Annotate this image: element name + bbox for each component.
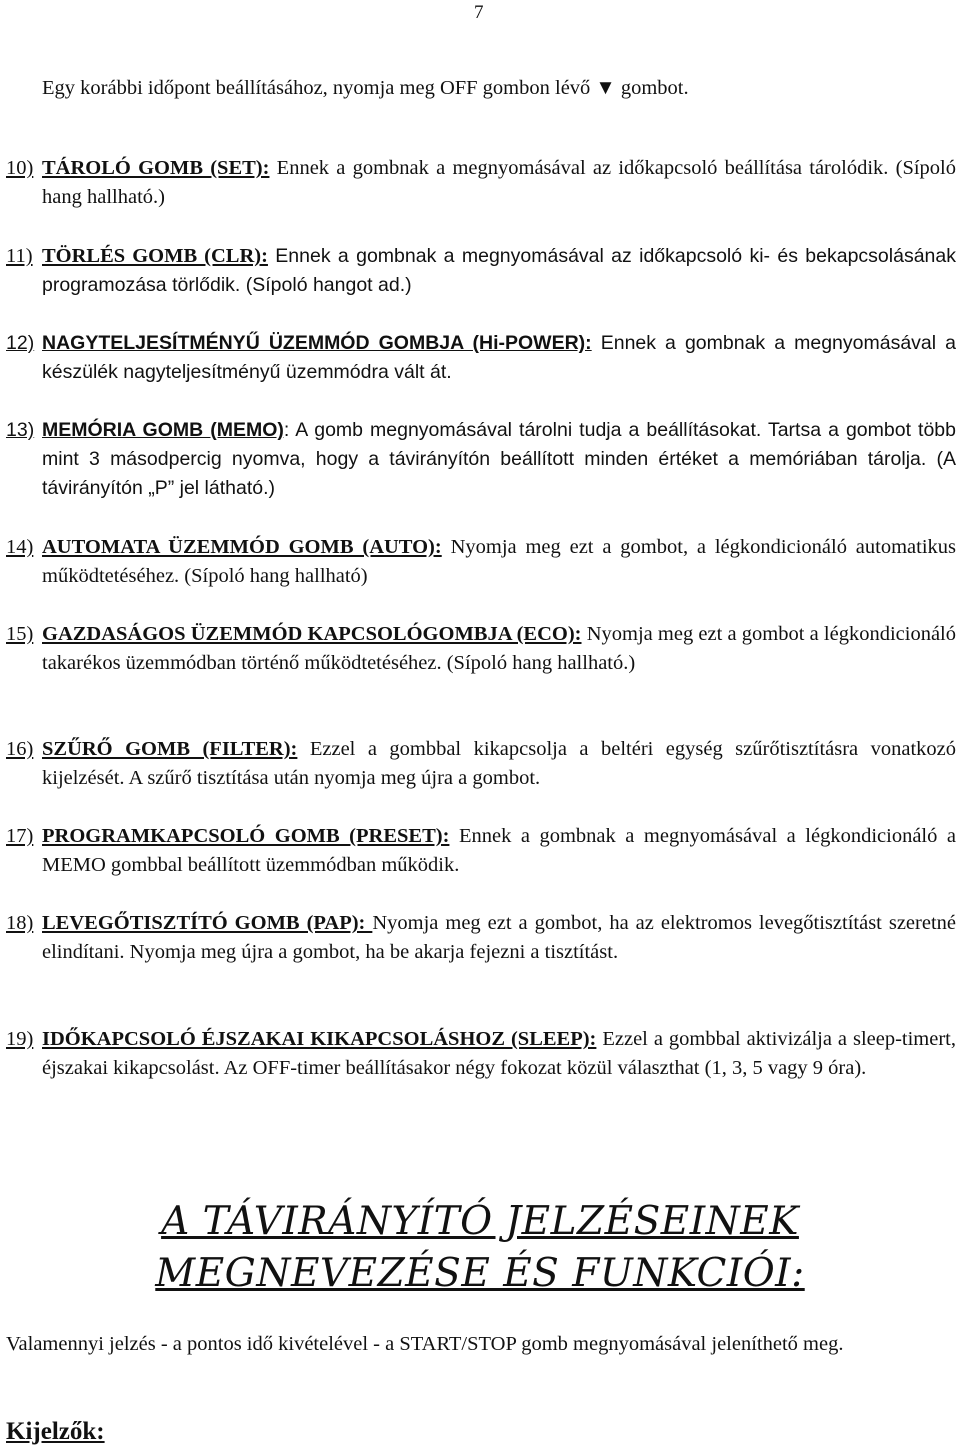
list-item — [6, 329, 956, 387]
item-key: PROGRAMKAPCSOLÓ GOMB (PRESET): — [42, 825, 450, 847]
section-heading-line-2: MEGNEVEZÉSE ÉS FUNKCIÓI: — [155, 1251, 805, 1296]
item-number: 12) — [6, 332, 35, 354]
item-number: 16) — [6, 738, 34, 760]
item-text: Ennek a gombnak a megnyomásával az időkapcsoló beállítása tárolódik. (Sípoló hang hallható.) — [42, 157, 956, 208]
list-item — [6, 735, 956, 793]
list-item — [6, 1025, 956, 1083]
item-key: AUTOMATA ÜZEMMÓD GOMB (AUTO): — [42, 536, 442, 558]
item-key: TÁROLÓ GOMB (SET): — [42, 157, 270, 179]
list-item — [6, 242, 956, 300]
item-text: : A gomb megnyomásával tárolni tudja a beállításokat. Tartsa a gombot több mint 3 másodpercig nyomva, hogy a távirányítón beállított minden értéket a memóriában tárolja. (A távirányítón „P” jel látható.) — [42, 419, 956, 499]
item-key: GAZDASÁGOS ÜZEMMÓD KAPCSOLÓGOMBJA (ECO): — [42, 623, 582, 645]
subheading: Kijelzők: — [6, 1418, 105, 1445]
page-number: 7 — [474, 2, 484, 23]
item-text: Ezzel a gombbal kikapcsolja a beltéri egység szűrőtisztításra vonatkozó kijelzését. A szűrő tisztítása után nyomja meg újra a gombot. — [42, 738, 956, 789]
item-number: 13) — [6, 419, 35, 441]
list-item — [6, 416, 956, 503]
list-item — [6, 533, 956, 591]
item-number: 18) — [6, 912, 34, 934]
item-number: 11) — [6, 245, 33, 267]
item-number: 10) — [6, 157, 34, 179]
item-number: 17) — [6, 825, 34, 847]
item-key: SZŰRŐ GOMB (FILTER): — [42, 738, 298, 760]
section-heading-line-1: A TÁVIRÁNYÍTÓ JELZÉSEINEK — [161, 1199, 799, 1244]
list-item — [6, 909, 956, 967]
item-text: Nyomja meg ezt a gombot, ha az elektromos levegőtisztítást szeretné elindítani. Nyomja meg újra a gombot, ha be akarja fejezni a tisztítást. — [42, 912, 956, 963]
list-item — [6, 822, 956, 880]
item-text: Nyomja meg ezt a gombot a légkondicionáló takarékos üzemmódban történő működtetéséhez. (Sípoló hang hallható.) — [42, 623, 956, 674]
item-key: MEMÓRIA GOMB (MEMO) — [42, 419, 284, 441]
item-key: NAGYTELJESÍTMÉNYŰ ÜZEMMÓD GOMBJA (Hi-POWER): — [42, 332, 592, 354]
item-key: TÖRLÉS GOMB (CLR): — [42, 245, 268, 267]
item-text: Ennek a gombnak a megnyomásával a készülék nagyteljesítményű üzemmódra vált át. — [42, 332, 956, 383]
item-text: Ennek a gombnak a megnyomásával a légkondicionáló a MEMO gombbal beállított üzemmódban működik. — [42, 825, 956, 876]
item-text: Ezzel a gombbal aktivizálja a sleep-timert, éjszakai kikapcsolást. Az OFF-timer beállításakor négy fokozat közül választhat (1, 3, 5 vagy 9 óra). — [42, 1028, 956, 1079]
intro-text: Egy korábbi időpont beállításához, nyomja meg OFF gombon lévő ▼ gombot. — [42, 77, 689, 99]
item-number: 15) — [6, 623, 34, 645]
list-item — [6, 154, 956, 212]
item-key: LEVEGŐTISZTÍTÓ GOMB (PAP): — [42, 912, 373, 934]
item-number: 14) — [6, 536, 34, 558]
item-key: IDŐKAPCSOLÓ ÉJSZAKAI KIKAPCSOLÁSHOZ (SLEEP): — [42, 1028, 597, 1050]
item-text: Ennek a gombnak a megnyomásával az időkapcsoló ki- és bekapcsolásának programozása törlődik. (Sípoló hangot ad.) — [42, 245, 956, 296]
item-text: Nyomja meg ezt a gombot, a légkondicionáló automatikus működtetéséhez. (Sípoló hang hallható) — [42, 536, 956, 587]
list-item — [6, 620, 956, 678]
item-number: 19) — [6, 1028, 34, 1050]
body-paragraph: Valamennyi jelzés - a pontos idő kivételével - a START/STOP gomb megnyomásával jeleníthető meg. — [6, 1333, 844, 1355]
